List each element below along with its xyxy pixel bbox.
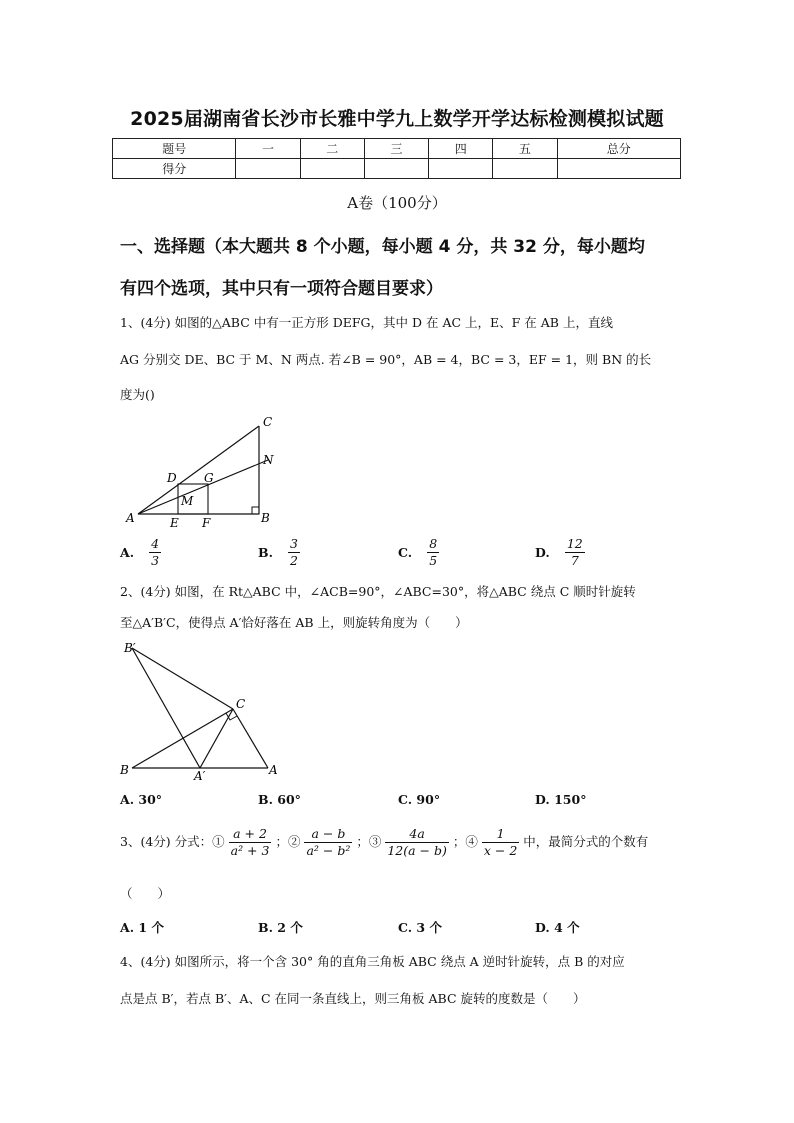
q1-label-e: E	[170, 516, 179, 530]
score-header-cell: 三	[364, 139, 428, 159]
q1-option-letter: D.	[535, 545, 550, 560]
fraction-denominator: 3	[151, 553, 160, 568]
q1-option-letter: A.	[120, 545, 135, 560]
q2-option-d: D. 150°	[535, 792, 587, 807]
q3-separator: ；③	[356, 834, 382, 849]
score-row-label: 得分	[113, 159, 236, 179]
part1-heading-line1: 一、选择题（本大题共 8 个小题，每小题 4 分，共 32 分，每小题均	[120, 237, 645, 257]
fraction-numerator: 4a	[409, 826, 425, 841]
q1-label-f: F	[202, 516, 211, 530]
q3-line2: （ ）	[120, 886, 171, 901]
score-cell	[493, 159, 557, 179]
q1-option-fraction	[149, 536, 161, 569]
q1-label-d: D	[167, 471, 177, 485]
q1-label-m: M	[181, 494, 194, 508]
q2-label-a-prime: A′	[194, 769, 206, 783]
q2-line2: 至△A′B′C，使得点 A′恰好落在 AB 上，则旋转角度为（ ）	[120, 615, 468, 630]
q1-line1: 1、(4分) 如图的△ABC 中有一正方形 DEFG，其中 D 在 AC 上，E、F 在 AB 上，直线	[120, 315, 613, 330]
q2-label-b-prime: B′	[124, 641, 136, 655]
score-cell	[429, 159, 493, 179]
score-cell	[236, 159, 300, 179]
fraction-numerator: a − b	[311, 826, 346, 841]
fraction-numerator: 4	[151, 536, 160, 551]
q2-label-c: C	[236, 697, 246, 711]
q3-prefix: 3、(4分) 分式：①	[120, 834, 225, 849]
fraction-numerator: 3	[290, 536, 298, 551]
score-header-cell: 总分	[557, 139, 680, 159]
q1-line2: AG 分别交 DE、BC 于 M、N 两点. 若∠B = 90°，AB = 4，BC = 3，EF = 1，则 BN 的长	[120, 352, 652, 367]
score-table	[112, 138, 681, 179]
q2-option-c: C. 90°	[398, 792, 441, 807]
q2-line1: 2、(4分) 如图，在 Rt△ABC 中，∠ACB=90°，∠ABC=30°，将△ABC 绕点 C 顺时针旋转	[120, 584, 636, 599]
fraction-denominator: a² − b²	[306, 843, 351, 858]
q1-option-fraction	[288, 536, 300, 569]
fraction-numerator: 12	[566, 536, 583, 551]
score-header-cell: 二	[300, 139, 364, 159]
q3-fraction-3	[385, 826, 449, 859]
score-header-cell: 五	[493, 139, 557, 159]
q1-label-a: A	[126, 511, 135, 525]
fraction-denominator: 12(a − b)	[387, 843, 447, 858]
fraction-denominator: 5	[429, 553, 438, 568]
q3-fraction-1	[229, 826, 272, 859]
section-title: A卷（100分）	[347, 194, 447, 212]
q4-line2: 点是点 B′，若点 B′、A、C 在同一条直线上，则三角板 ABC 旋转的度数是（ ）	[120, 991, 586, 1006]
q3-option-b: B. 2 个	[258, 920, 303, 935]
q1-figure	[118, 412, 288, 532]
q1-label-n: N	[263, 453, 274, 467]
q1-label-c: C	[263, 415, 273, 429]
q1-label-g: G	[204, 471, 214, 485]
part1-heading-line2: 有四个选项，其中只有一项符合题目要求）	[120, 279, 443, 299]
q1-line3: 度为()	[120, 387, 155, 402]
q3-option-d: D. 4 个	[535, 920, 580, 935]
q3-fraction-2	[304, 826, 352, 859]
q3-fraction-4	[482, 826, 519, 859]
q1-label-b: B	[261, 511, 270, 525]
score-cell	[557, 159, 680, 179]
q1-option-c	[398, 536, 439, 569]
q2-label-b: B	[120, 763, 129, 777]
q3-option-c: C. 3 个	[398, 920, 442, 935]
q2-label-a: A	[269, 763, 278, 777]
q1-option-fraction	[427, 536, 439, 569]
fraction-denominator: x − 2	[483, 843, 518, 858]
score-header-cell: 题号	[113, 139, 236, 159]
score-header-cell: 四	[429, 139, 493, 159]
fraction-numerator: 8	[429, 536, 438, 551]
fraction-numerator: a + 2	[233, 826, 267, 841]
score-header-cell: 一	[236, 139, 300, 159]
q1-option-d	[535, 536, 585, 569]
q3-suffix: 中，最简分式的个数有	[523, 834, 649, 849]
q4-line1: 4、(4分) 如图所示，将一个含 30° 角的直角三角板 ABC 绕点 A 逆时针旋转，点 B 的对应	[120, 954, 625, 969]
q2-option-a: A. 30°	[120, 792, 163, 807]
q1-option-fraction	[565, 536, 585, 569]
score-table-header-row	[113, 139, 681, 159]
fraction-numerator: 1	[496, 826, 505, 841]
exam-title: 2025届湖南省长沙市长雅中学九上数学开学达标检测模拟试题	[130, 108, 664, 130]
q3-separator: ；④	[452, 834, 478, 849]
fraction-denominator: 2	[290, 553, 298, 568]
q3-separator: ；②	[275, 834, 301, 849]
q1-option-a	[120, 536, 161, 569]
q3-line1	[120, 826, 700, 859]
score-cell	[364, 159, 428, 179]
q2-option-b: B. 60°	[258, 792, 301, 807]
q1-option-letter: B.	[258, 545, 273, 560]
fraction-denominator: a² + 3	[230, 843, 270, 858]
q3-option-a: A. 1 个	[120, 920, 164, 935]
score-cell	[300, 159, 364, 179]
fraction-denominator: 7	[565, 552, 585, 569]
q1-option-letter: C.	[398, 545, 413, 560]
score-table-score-row	[113, 159, 681, 179]
q2-figure	[118, 638, 288, 783]
q1-option-b	[258, 536, 300, 569]
